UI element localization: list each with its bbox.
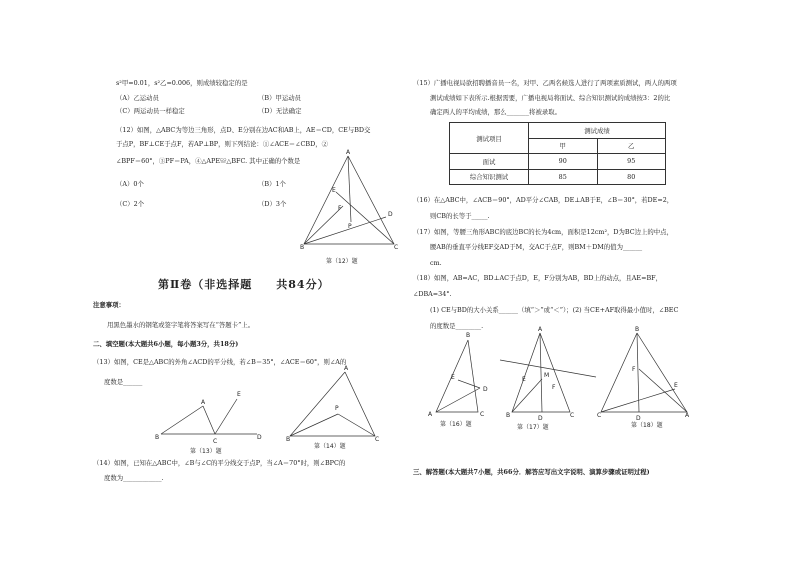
fill-in-section-title: 二、填空题(本大题共6小题，每小题3分，共18分): [93, 340, 239, 348]
q18-caption: 第（18）题: [631, 422, 663, 429]
q17-caption: 第（17）题: [517, 424, 549, 431]
table-header-score: 测试成绩: [529, 123, 666, 139]
figure-q16: [428, 330, 498, 430]
q12-line-ce: [336, 192, 394, 244]
svg-text:C: C: [213, 438, 218, 445]
svg-text:P: P: [348, 223, 352, 230]
svg-text:E: E: [237, 391, 241, 398]
svg-text:B: B: [286, 436, 291, 443]
q14-line-1: （14）如图，已知在△ABC中，∠B与∠C的平分线交于点P，当∠A＝70°时，则∠BPC的: [93, 459, 346, 467]
table-row: [450, 154, 666, 170]
q17-line-1: （17）如图，等腰三角形ABC的底边BC的长为4cm，面积是12cm²，D为BC边上的中点，: [413, 228, 673, 236]
q13-line-1: （13）如图，CE是△ABC的外角∠ACD的平分线，若∠B＝35°，∠ACE＝60°，则∠A的: [93, 358, 347, 366]
q12-line-2: 于点P，BF⊥CE于点F，若AP⊥BP，则下列结论：①∠ACE＝∠CBD，②: [116, 140, 328, 148]
svg-text:E: E: [522, 376, 526, 383]
table-cell: 90: [529, 154, 598, 170]
table-cell: 80: [597, 169, 666, 185]
q13-line-2: 度数是______: [104, 378, 143, 386]
q12-line-ap: [348, 156, 351, 222]
q18-line-ce: [601, 389, 675, 412]
q12-option-c: （C）2个: [116, 200, 145, 208]
table-cell: 95: [597, 154, 666, 170]
svg-text:C: C: [597, 412, 602, 419]
table-cell: 面试: [450, 154, 529, 170]
svg-text:B: B: [155, 434, 160, 441]
q12-caption: 第（12）题: [326, 258, 358, 265]
q14-line-2: 度数为____________.: [104, 474, 164, 482]
svg-text:E: E: [451, 374, 455, 381]
q15-line-3: 确定两人的平均成绩，那么_______将被录取。: [430, 108, 562, 116]
q11-option-a: （A）乙运动员: [116, 94, 159, 102]
q17-line-3: cm.: [430, 259, 442, 267]
q18-line-2: ∠DBA=34°.: [413, 290, 452, 298]
svg-text:M: M: [544, 372, 550, 379]
q18-line-4: 的度数是________.: [430, 322, 484, 330]
q14-caption: 第（14）题: [314, 443, 346, 450]
figure-q12: [300, 149, 400, 265]
svg-text:E: E: [674, 382, 678, 389]
table-cell: 综合知识测试: [450, 169, 529, 185]
table-header-row: [450, 123, 666, 139]
q18-line-af: [639, 369, 687, 412]
section-2-title: 第Ⅱ卷（非选择题 共84分）: [158, 278, 330, 291]
figure-q17: [500, 326, 600, 431]
answer-section-title: 三、解答题(本大题共7小题，共66分．解答应写出文字说明、演算步骤或证明过程): [413, 468, 650, 476]
svg-text:C: C: [394, 244, 399, 251]
svg-text:D: D: [538, 415, 543, 422]
q18-line-1: （18）如图，AB=AC，BD⊥AC于点D，E，F分别为AB，BD上的动点，且AE=BF，: [413, 274, 662, 282]
svg-text:A: A: [346, 149, 351, 156]
svg-text:F: F: [632, 366, 636, 373]
q16-line-2: 则CB的长等于_____.: [430, 212, 490, 220]
svg-text:D: D: [257, 434, 262, 441]
figure-q14: [286, 365, 386, 450]
table-header-item: 测试项目: [450, 123, 529, 154]
svg-text:B: B: [300, 244, 305, 251]
svg-text:B: B: [466, 332, 471, 339]
svg-text:A: A: [538, 326, 543, 333]
q15-line-2: 测试成绩如下表所示.根据需要，广播电视局将面试、综合知识测试的成绩按3：2的比: [430, 94, 671, 102]
score-table: [449, 122, 666, 185]
q11-option-d: （D）无法确定: [258, 107, 302, 115]
svg-text:C: C: [480, 411, 485, 418]
svg-text:D: D: [636, 415, 641, 422]
q14-triangle: [290, 372, 375, 436]
q12-option-d: （D）3个: [258, 200, 287, 208]
q14-line-cp: [338, 414, 375, 436]
q13-line-ce: [215, 399, 237, 434]
svg-text:A: A: [344, 365, 349, 372]
svg-text:C: C: [375, 436, 380, 443]
table-col-b: 乙: [597, 138, 666, 154]
q17-line-ad: [540, 333, 542, 412]
svg-text:F: F: [338, 205, 342, 212]
svg-text:P: P: [335, 405, 339, 412]
table-col-a: 甲: [529, 138, 598, 154]
svg-text:F: F: [552, 384, 556, 391]
svg-text:B: B: [506, 412, 511, 419]
svg-text:A: A: [201, 399, 206, 406]
q16-line-1: （16）在△ABC中，∠ACB＝90°，AD平分∠CAB，DE⊥AB于E，∠B＝30°，若DE=2，: [413, 196, 674, 204]
q12-line-1: （12）如图，△ABC为等边三角形，点D、E分别在边AC和AB上，AE＝CD，CE与BD交: [116, 126, 371, 134]
svg-text:E: E: [332, 187, 336, 194]
q17-line-2: 腰AB的垂直平分线EF交AD于M，交AC于点F，则BM＋DM的值为______: [430, 243, 643, 251]
svg-text:B: B: [635, 326, 640, 333]
table-row: [450, 169, 666, 185]
notice-text: 用黑色墨水的钢笔或签字笔将答案写在“答题卡”上。: [107, 321, 255, 329]
svg-text:D: D: [388, 211, 393, 218]
figure-q18: [597, 327, 697, 427]
q16-caption: 第（16）题: [440, 421, 472, 428]
q12-line-3: ∠BPF＝60°，③PF＝PA，④△APE≌△BFC. 其中正确的个数是: [116, 157, 301, 165]
q17-line-bm: [512, 379, 542, 412]
q12-line-bd: [304, 217, 386, 244]
notice-title: 注意事项：: [93, 301, 125, 309]
q14-line-bp: [290, 414, 338, 436]
figure-q13: [155, 390, 265, 460]
q12-option-a: （A）0个: [116, 180, 144, 188]
q18-line-3: (1) CE与BD的大小关系______（填“＞”或“＜”）；(2) 当CE+AF取得最小值时，∠BEC: [430, 306, 679, 314]
q15-line-1: （15）广播电视局欲招聘播音员一名，对甲、乙两名候选人进行了两项素质测试，两人的两项: [413, 79, 677, 87]
q11-option-b: （B）甲运动员: [258, 94, 302, 102]
svg-text:D: D: [483, 386, 488, 393]
q16-line-ad: [436, 388, 480, 412]
q11-option-c: （C）两运动员一样稳定: [116, 107, 185, 115]
q16-triangle: [436, 340, 478, 412]
svg-text:C: C: [570, 412, 575, 419]
q13-line-ba: [161, 406, 203, 434]
q12-option-b: （B）1个: [258, 180, 286, 188]
q13-line-ac: [203, 406, 215, 434]
q16-line-de: [458, 380, 480, 388]
svg-text:A: A: [685, 412, 690, 419]
q11-tail: s²甲=0.01，s²乙=0.006，则成绩较稳定的是: [116, 79, 248, 87]
q13-caption: 第（13）题: [190, 448, 222, 455]
table-cell: 85: [529, 169, 598, 185]
svg-text:A: A: [428, 411, 433, 418]
